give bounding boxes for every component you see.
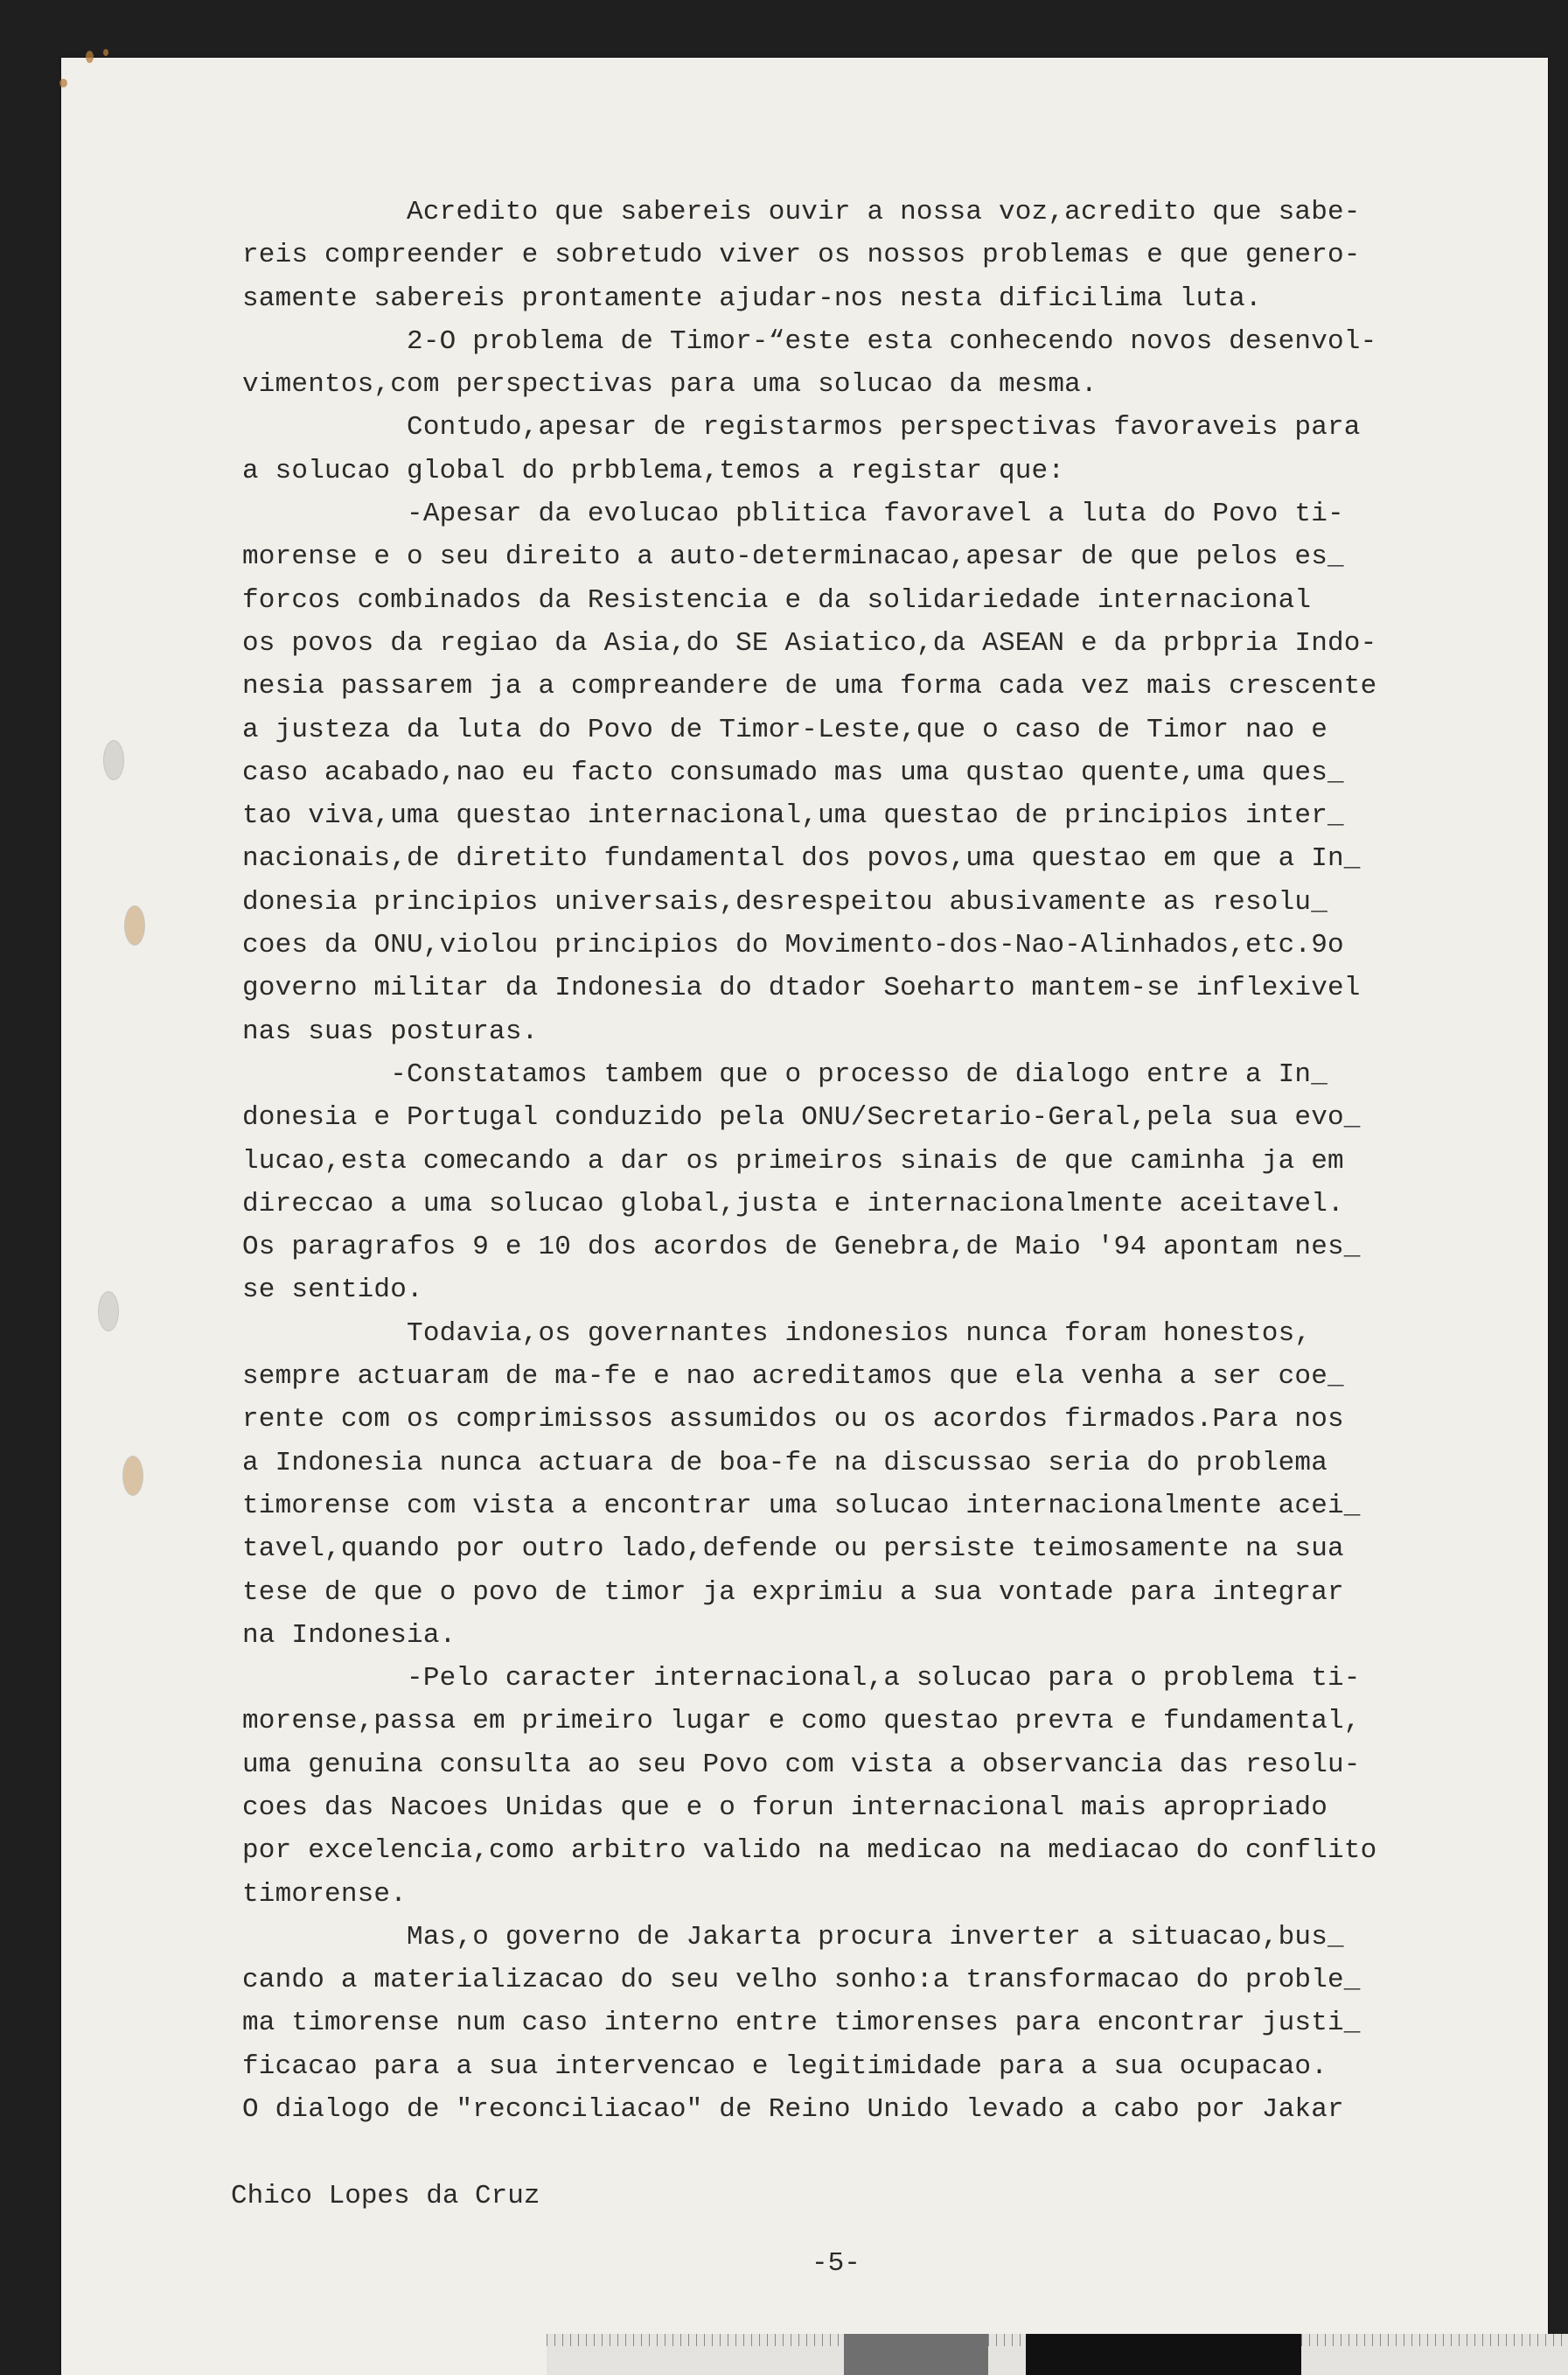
text-line: reis compreender e sobretudo viver os nossos problemas e que genero- bbox=[242, 240, 1361, 271]
text-line: se sentido. bbox=[242, 1275, 423, 1306]
text-line: a solucao global do prbblema,temos a registar que: bbox=[242, 455, 1065, 486]
text-line: cando a materializacao do seu velho sonho:a transformacao do proble_ bbox=[242, 1965, 1361, 1996]
scanner-scale-bar bbox=[547, 2334, 1568, 2375]
text-line: sempre actuaram de ma-fe e nao acreditamos que ela venha a ser coe_ bbox=[242, 1361, 1344, 1393]
text-line: nas suas posturas. bbox=[242, 1016, 539, 1047]
punch-hole bbox=[122, 1456, 143, 1496]
text-line: direccao a uma solucao global,justa e internacionalmente aceitavel. bbox=[242, 1188, 1344, 1219]
text-line: coes das Nacoes Unidas que e o forun internacional mais apropriado bbox=[242, 1792, 1328, 1823]
document-body bbox=[242, 191, 1502, 2131]
rust-stain bbox=[103, 49, 108, 56]
text-line: -Pelo caracter internacional,a solucao para o problema ti- bbox=[242, 1663, 1361, 1694]
text-line: timorense. bbox=[242, 1878, 408, 1910]
text-line: 2-O problema de Timor-“este esta conhecendo novos desenvol- bbox=[242, 325, 1377, 357]
punch-hole bbox=[98, 1291, 119, 1331]
text-line: O dialogo de "reconciliacao" de Reino Unido levado a cabo por Jakar bbox=[242, 2094, 1344, 2126]
ruler-scale bbox=[988, 2334, 1026, 2375]
text-line: donesia e Portugal conduzido pela ONU/Secretario-Geral,pela sua evo_ bbox=[242, 1102, 1361, 1134]
ruler-scale bbox=[1301, 2334, 1568, 2375]
text-line: nacionais,de diretito fundamental dos povos,uma questao em que a In_ bbox=[242, 843, 1361, 875]
punch-hole bbox=[103, 740, 124, 780]
text-line: coes da ONU,violou principios do Movimento-dos-Nao-Alinhados,etc.9o bbox=[242, 930, 1344, 961]
text-line: por excelencia,como arbitro valido na medicao na mediacao do conflito bbox=[242, 1835, 1377, 1867]
text-line: Contudo,apesar de registarmos perspectivas favoraveis para bbox=[242, 412, 1361, 444]
text-line: governo militar da Indonesia do dtador Soeharto mantem-se inflexivel bbox=[242, 973, 1361, 1004]
text-line: Todavia,os governantes indonesios nunca foram honestos, bbox=[242, 1317, 1312, 1349]
gray-patch bbox=[844, 2334, 988, 2375]
text-line: forcos combinados da Resistencia e da solidariedade internacional bbox=[242, 584, 1312, 616]
text-line: timorense com vista a encontrar uma solucao internacionalmente acei_ bbox=[242, 1490, 1361, 1521]
black-patch bbox=[1026, 2334, 1301, 2375]
text-line: a justeza da luta do Povo de Timor-Leste,que o caso de Timor nao e bbox=[242, 714, 1328, 745]
ruler-scale bbox=[547, 2334, 844, 2375]
text-line: morense,passa em primeiro lugar e como questao prevта e fundamental, bbox=[242, 1706, 1361, 1737]
signature-line: Chico Lopes da Cruz bbox=[231, 2181, 540, 2211]
text-line: -Constatamos tambem que o processo de dialogo entre a In_ bbox=[242, 1058, 1328, 1090]
text-line: Mas,o governo de Jakarta procura inverter a situacao,bus_ bbox=[242, 1921, 1344, 1952]
text-line: -Apesar da evolucao pblitica favoravel a luta do Povo ti- bbox=[242, 499, 1344, 530]
text-line: morense e o seu direito a auto-determinacao,apesar de que pelos es_ bbox=[242, 541, 1344, 573]
rust-stain bbox=[59, 79, 67, 87]
text-line: os povos da regiao da Asia,do SE Asiatico,da ASEAN e da prbpria Indo- bbox=[242, 627, 1377, 659]
text-line: Os paragrafos 9 e 10 dos acordos de Genebra,de Maio '94 apontam nes_ bbox=[242, 1232, 1361, 1263]
punch-hole bbox=[124, 905, 145, 946]
text-line: tavel,quando por outro lado,defende ou persiste teimosamente na sua bbox=[242, 1533, 1344, 1565]
text-line: lucao,esta comecando a dar os primeiros sinais de que caminha ja em bbox=[242, 1145, 1344, 1177]
text-line: tao viva,uma questao internacional,uma questao de principios inter_ bbox=[242, 800, 1344, 832]
text-line: caso acabado,nao eu facto consumado mas uma qustao quente,uma ques_ bbox=[242, 757, 1344, 788]
text-line: a Indonesia nunca actuara de boa-fe na discussao seria do problema bbox=[242, 1447, 1328, 1478]
text-line: tese de que o povo de timor ja exprimiu a sua vontade para integrar bbox=[242, 1576, 1344, 1608]
rust-stain bbox=[86, 51, 94, 63]
text-line: uma genuina consulta ao seu Povo com vista a observancia das resolu- bbox=[242, 1749, 1361, 1780]
text-line: rente com os comprimissos assumidos ou os acordos firmados.Para nos bbox=[242, 1404, 1344, 1435]
text-line: ficacao para a sua intervencao e legitimidade para a sua ocupacao. bbox=[242, 2050, 1328, 2082]
text-line: nesia passarem ja a compreandere de uma forma cada vez mais crescente bbox=[242, 671, 1377, 702]
text-line: na Indonesia. bbox=[242, 1619, 456, 1651]
text-line: ma timorense num caso interno entre timorenses para encontrar justi_ bbox=[242, 2008, 1361, 2039]
text-line: donesia principios universais,desrespeitou abusivamente as resolu_ bbox=[242, 886, 1328, 918]
page-number: -5- bbox=[812, 2248, 861, 2279]
text-line: samente sabereis prontamente ajudar-nos nesta dificilima luta. bbox=[242, 283, 1262, 314]
text-line: Acredito que sabereis ouvir a nossa voz,acredito que sabe- bbox=[242, 197, 1361, 227]
text-line: vimentos,com perspectivas para uma solucao da mesma. bbox=[242, 369, 1098, 401]
